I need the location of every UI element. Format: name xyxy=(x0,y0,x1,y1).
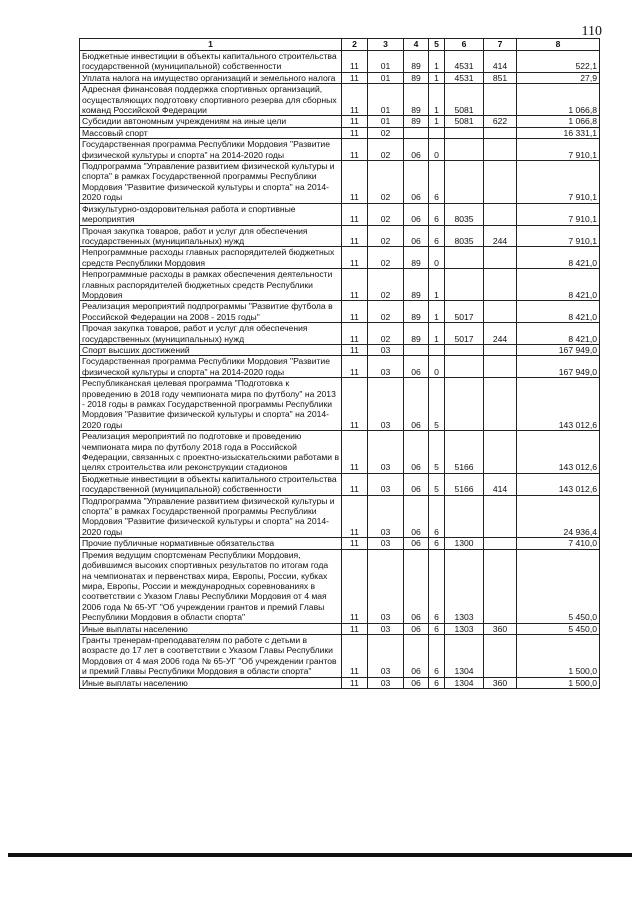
program-code: 06 xyxy=(404,634,429,677)
program-code: 89 xyxy=(404,51,429,73)
table-row xyxy=(80,549,600,623)
item-code: 4531 xyxy=(445,51,484,73)
table-row xyxy=(80,301,600,323)
subprogram-code: 1 xyxy=(429,51,445,73)
row-name: Гранты тренерам-преподавателям по работе с детьми в возрасте до 17 лет в соответствии с Указом Главы Республики Мордовия от 4 мая 2006 года № 65-УГ "Об учреждении грантов и премий Главы Республики Мордовия в области спорта" xyxy=(80,634,342,677)
item-code: 8035 xyxy=(445,225,484,247)
subsection-code: 01 xyxy=(368,116,404,127)
subsection-code: 03 xyxy=(368,344,404,355)
amount: 1 500,0 xyxy=(517,634,600,677)
expense-type-code xyxy=(484,549,517,623)
section-code: 11 xyxy=(342,431,368,474)
row-name: Бюджетные инвестиции в объекты капитального строительства государственной (муниципальной) собственности xyxy=(80,473,342,495)
section-code: 11 xyxy=(342,378,368,431)
expense-type-code xyxy=(484,301,517,323)
expense-type-code xyxy=(484,269,517,301)
expense-type-code: 414 xyxy=(484,51,517,73)
item-code: 8035 xyxy=(445,203,484,225)
amount: 522,1 xyxy=(517,51,600,73)
subprogram-code: 5 xyxy=(429,473,445,495)
section-code: 11 xyxy=(342,51,368,73)
program-code: 06 xyxy=(404,538,429,549)
amount: 7 910,1 xyxy=(517,225,600,247)
section-code: 11 xyxy=(342,549,368,623)
section-code: 11 xyxy=(342,161,368,204)
subprogram-code: 1 xyxy=(429,323,445,345)
subprogram-code: 0 xyxy=(429,139,445,161)
amount: 1 066,8 xyxy=(517,84,600,116)
row-name: Физкультурно-оздоровительная работа и спортивные мероприятия xyxy=(80,203,342,225)
item-code xyxy=(445,356,484,378)
column-header: 3 xyxy=(368,39,404,51)
row-name: Иные выплаты населению xyxy=(80,623,342,634)
table-header-row xyxy=(80,39,600,51)
table-row xyxy=(80,203,600,225)
item-code: 1303 xyxy=(445,549,484,623)
table-row xyxy=(80,356,600,378)
amount: 24 936,4 xyxy=(517,495,600,538)
expense-type-code xyxy=(484,356,517,378)
expense-type-code: 360 xyxy=(484,677,517,688)
row-name: Уплата налога на имущество организаций и земельного налога xyxy=(80,72,342,83)
program-code: 06 xyxy=(404,495,429,538)
expense-type-code: 360 xyxy=(484,623,517,634)
row-name: Государственная программа Республики Мордовия "Развитие физической культуры и спорта" на 2014-2020 годы xyxy=(80,356,342,378)
item-code: 5017 xyxy=(445,323,484,345)
subsection-code: 03 xyxy=(368,473,404,495)
expense-type-code xyxy=(484,84,517,116)
row-name: Иные выплаты населению xyxy=(80,677,342,688)
row-name: Реализация мероприятий подпрограммы "Развитие футбола в Российской Федерации на 2008 - 2015 годы" xyxy=(80,301,342,323)
row-name: Субсидии автономным учреждениям на иные цели xyxy=(80,116,342,127)
subsection-code: 03 xyxy=(368,538,404,549)
item-code: 4531 xyxy=(445,72,484,83)
item-code: 1300 xyxy=(445,538,484,549)
column-header: 6 xyxy=(445,39,484,51)
column-header: 2 xyxy=(342,39,368,51)
subsection-code: 02 xyxy=(368,247,404,269)
section-code: 11 xyxy=(342,677,368,688)
amount: 167 949,0 xyxy=(517,344,600,355)
amount: 5 450,0 xyxy=(517,549,600,623)
amount: 8 421,0 xyxy=(517,301,600,323)
row-name: Прочая закупка товаров, работ и услуг для обеспечения государственных (муниципальных) нужд xyxy=(80,225,342,247)
row-name: Республиканская целевая программа "Подготовка к проведению в 2018 году чемпионата мира по футболу" на 2013 - 2018 годы в рамках Государственной программы Республики Мордовия "Развитие физической культуры и спорта" на 2014-2020 годы xyxy=(80,378,342,431)
subsection-code: 03 xyxy=(368,495,404,538)
table-row xyxy=(80,378,600,431)
table-row xyxy=(80,127,600,138)
program-code: 89 xyxy=(404,72,429,83)
subprogram-code: 1 xyxy=(429,301,445,323)
subprogram-code: 0 xyxy=(429,356,445,378)
item-code: 1304 xyxy=(445,677,484,688)
table-row xyxy=(80,269,600,301)
section-code: 11 xyxy=(342,269,368,301)
section-code: 11 xyxy=(342,323,368,345)
program-code: 06 xyxy=(404,623,429,634)
subprogram-code: 6 xyxy=(429,225,445,247)
page-number: 110 xyxy=(581,24,602,39)
item-code: 5081 xyxy=(445,84,484,116)
amount: 16 331,1 xyxy=(517,127,600,138)
table-row xyxy=(80,225,600,247)
expense-type-code xyxy=(484,161,517,204)
column-header: 1 xyxy=(80,39,342,51)
subsection-code: 03 xyxy=(368,356,404,378)
column-header: 4 xyxy=(404,39,429,51)
item-code: 5166 xyxy=(445,431,484,474)
program-code: 06 xyxy=(404,203,429,225)
section-code: 11 xyxy=(342,473,368,495)
program-code xyxy=(404,344,429,355)
amount: 8 421,0 xyxy=(517,323,600,345)
table-row xyxy=(80,623,600,634)
section-code: 11 xyxy=(342,623,368,634)
program-code: 89 xyxy=(404,116,429,127)
subsection-code: 02 xyxy=(368,139,404,161)
subprogram-code: 6 xyxy=(429,549,445,623)
table-row xyxy=(80,51,600,73)
expense-type-code xyxy=(484,344,517,355)
section-code: 11 xyxy=(342,301,368,323)
subsection-code: 02 xyxy=(368,161,404,204)
expense-type-code: 244 xyxy=(484,323,517,345)
row-name: Непрограммные расходы в рамках обеспечения деятельности главных распорядителей бюджетных средств Республики Мордовия xyxy=(80,269,342,301)
program-code: 89 xyxy=(404,84,429,116)
program-code: 89 xyxy=(404,247,429,269)
subprogram-code: 1 xyxy=(429,84,445,116)
expense-type-code: 622 xyxy=(484,116,517,127)
item-code: 1303 xyxy=(445,623,484,634)
subsection-code: 01 xyxy=(368,51,404,73)
section-code: 11 xyxy=(342,139,368,161)
amount: 7 410,0 xyxy=(517,538,600,549)
subprogram-code xyxy=(429,127,445,138)
subprogram-code: 0 xyxy=(429,247,445,269)
amount: 5 450,0 xyxy=(517,623,600,634)
row-name: Подпрограмма "Управление развитием физической культуры и спорта" в рамках Государственной программы Республики Мордовия "Развитие физической культуры и спорта" на 2014-2020 годы xyxy=(80,161,342,204)
subsection-code: 03 xyxy=(368,549,404,623)
row-name: Прочая закупка товаров, работ и услуг для обеспечения государственных (муниципальных) нужд xyxy=(80,323,342,345)
expense-type-code: 414 xyxy=(484,473,517,495)
item-code xyxy=(445,495,484,538)
section-code: 11 xyxy=(342,356,368,378)
table-body xyxy=(80,51,600,689)
subprogram-code: 1 xyxy=(429,72,445,83)
subsection-code: 02 xyxy=(368,301,404,323)
row-name: Реализация мероприятий по подготовке и проведению чемпионата мира по футболу 2018 года в Российской Федерации, связанных с проектно-изыскательскими работами в целях строительства или реконструкции стадионов xyxy=(80,431,342,474)
table-row xyxy=(80,634,600,677)
item-code xyxy=(445,269,484,301)
subprogram-code: 5 xyxy=(429,431,445,474)
column-header: 7 xyxy=(484,39,517,51)
item-code xyxy=(445,344,484,355)
item-code: 5081 xyxy=(445,116,484,127)
subprogram-code: 6 xyxy=(429,677,445,688)
subprogram-code: 1 xyxy=(429,116,445,127)
column-header: 5 xyxy=(429,39,445,51)
subprogram-code: 5 xyxy=(429,378,445,431)
subsection-code: 02 xyxy=(368,269,404,301)
section-code: 11 xyxy=(342,203,368,225)
subsection-code: 02 xyxy=(368,225,404,247)
program-code: 89 xyxy=(404,301,429,323)
table-row xyxy=(80,116,600,127)
program-code xyxy=(404,127,429,138)
amount: 7 910,1 xyxy=(517,139,600,161)
table-row xyxy=(80,473,600,495)
subsection-code: 03 xyxy=(368,677,404,688)
program-code: 06 xyxy=(404,677,429,688)
row-name: Премия ведущим спортсменам Республики Мордовия, добившимся высоких спортивных результатов по итогам года на чемпионатах и первенствах мира, Европы, России, кубках мира, Европы, России и международных соревнованиях в соответствии с Указом Главы Республики Мордовия от 4 мая 2006 года № 65-УГ "Об учреждении грантов и премий Главы Республики Мордовия в области спорта" xyxy=(80,549,342,623)
amount: 167 949,0 xyxy=(517,356,600,378)
subprogram-code: 1 xyxy=(429,269,445,301)
expense-type-code: 851 xyxy=(484,72,517,83)
budget-table xyxy=(79,38,600,689)
section-code: 11 xyxy=(342,495,368,538)
table-row xyxy=(80,344,600,355)
expense-type-code xyxy=(484,495,517,538)
program-code: 89 xyxy=(404,269,429,301)
table-row xyxy=(80,538,600,549)
section-code: 11 xyxy=(342,72,368,83)
table-row xyxy=(80,72,600,83)
expense-type-code: 244 xyxy=(484,225,517,247)
row-name: Массовый спорт xyxy=(80,127,342,138)
subprogram-code: 6 xyxy=(429,538,445,549)
row-name: Подпрограмма "Управление развитием физической культуры и спорта" в рамках Государственной программы Республики Мордовия "Развитие физической культуры и спорта" на 2014-2020 годы xyxy=(80,495,342,538)
section-code: 11 xyxy=(342,538,368,549)
subsection-code: 03 xyxy=(368,431,404,474)
expense-type-code xyxy=(484,203,517,225)
row-name: Прочие публичные нормативные обязательства xyxy=(80,538,342,549)
subprogram-code: 6 xyxy=(429,203,445,225)
item-code: 5017 xyxy=(445,301,484,323)
row-name: Бюджетные инвестиции в объекты капитального строительства государственной (муниципальной) собственности xyxy=(80,51,342,73)
section-code: 11 xyxy=(342,116,368,127)
program-code: 06 xyxy=(404,225,429,247)
subprogram-code: 6 xyxy=(429,495,445,538)
amount: 143 012,6 xyxy=(517,431,600,474)
table-row xyxy=(80,247,600,269)
subsection-code: 01 xyxy=(368,84,404,116)
subprogram-code: 6 xyxy=(429,623,445,634)
subprogram-code: 6 xyxy=(429,161,445,204)
section-code: 11 xyxy=(342,84,368,116)
item-code xyxy=(445,378,484,431)
subsection-code: 02 xyxy=(368,323,404,345)
item-code: 1304 xyxy=(445,634,484,677)
table-row xyxy=(80,161,600,204)
amount: 7 910,1 xyxy=(517,203,600,225)
table-row xyxy=(80,495,600,538)
expense-type-code xyxy=(484,538,517,549)
amount: 1 500,0 xyxy=(517,677,600,688)
expense-type-code xyxy=(484,127,517,138)
amount: 143 012,6 xyxy=(517,378,600,431)
program-code: 06 xyxy=(404,139,429,161)
amount: 1 066,8 xyxy=(517,116,600,127)
expense-type-code xyxy=(484,378,517,431)
section-code: 11 xyxy=(342,247,368,269)
table-row xyxy=(80,84,600,116)
row-name: Адресная финансовая поддержка спортивных организаций, осуществляющих подготовку спортивного резерва для сборных команд Российской Федерации xyxy=(80,84,342,116)
subsection-code: 03 xyxy=(368,623,404,634)
program-code: 06 xyxy=(404,378,429,431)
program-code: 89 xyxy=(404,323,429,345)
table-row xyxy=(80,431,600,474)
amount: 143 012,6 xyxy=(517,473,600,495)
program-code: 06 xyxy=(404,356,429,378)
item-code xyxy=(445,127,484,138)
program-code: 06 xyxy=(404,161,429,204)
expense-type-code xyxy=(484,247,517,269)
section-code: 11 xyxy=(342,634,368,677)
bottom-rule xyxy=(8,853,632,857)
subsection-code: 02 xyxy=(368,203,404,225)
table-row xyxy=(80,323,600,345)
subsection-code: 01 xyxy=(368,72,404,83)
subprogram-code: 6 xyxy=(429,634,445,677)
row-name: Государственная программа Республики Мордовия "Развитие физической культуры и спорта" на 2014-2020 годы xyxy=(80,139,342,161)
row-name: Спорт высших достижений xyxy=(80,344,342,355)
amount: 27,9 xyxy=(517,72,600,83)
expense-type-code xyxy=(484,431,517,474)
item-code: 5166 xyxy=(445,473,484,495)
amount: 8 421,0 xyxy=(517,247,600,269)
program-code: 06 xyxy=(404,431,429,474)
item-code xyxy=(445,247,484,269)
subprogram-code xyxy=(429,344,445,355)
subsection-code: 03 xyxy=(368,634,404,677)
section-code: 11 xyxy=(342,127,368,138)
column-header: 8 xyxy=(517,39,600,51)
expense-type-code xyxy=(484,139,517,161)
table-row xyxy=(80,677,600,688)
table-row xyxy=(80,139,600,161)
subsection-code: 03 xyxy=(368,378,404,431)
amount: 8 421,0 xyxy=(517,269,600,301)
expense-type-code xyxy=(484,634,517,677)
program-code: 06 xyxy=(404,473,429,495)
amount: 7 910,1 xyxy=(517,161,600,204)
program-code: 06 xyxy=(404,549,429,623)
subsection-code: 02 xyxy=(368,127,404,138)
item-code xyxy=(445,161,484,204)
item-code xyxy=(445,139,484,161)
section-code: 11 xyxy=(342,344,368,355)
section-code: 11 xyxy=(342,225,368,247)
row-name: Непрограммные расходы главных распорядителей бюджетных средств Республики Мордовия xyxy=(80,247,342,269)
